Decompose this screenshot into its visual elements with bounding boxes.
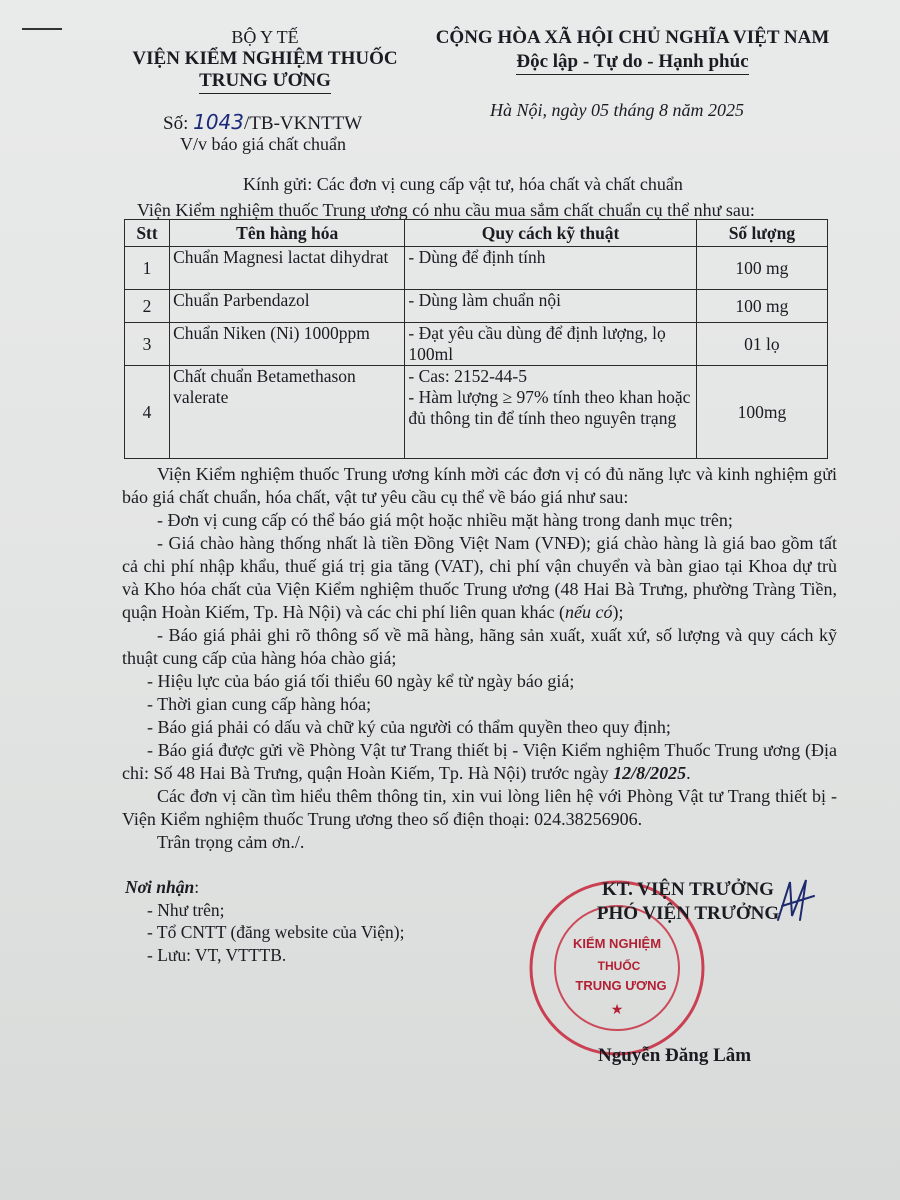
cell-qty: 100mg [696,366,827,459]
recipients-title: Nơi nhận [125,877,195,897]
cell-spec [405,366,696,459]
stamp-text-line1: KIỂM NGHIỆM [572,936,662,951]
col-header-stt: Stt [125,220,170,247]
institute-name-line2: TRUNG ƯƠNG [199,70,331,94]
cell-stt: 3 [125,323,170,366]
recipients-colon: : [194,877,200,897]
table-header-row [125,220,828,247]
stamp-star: ★ [610,1003,624,1018]
requirement-note: nếu có [565,602,613,622]
cell-name: Chuẩn Magnesi lactat dihydrat [170,247,405,290]
deadline-date: 12/8/2025 [613,763,687,783]
ministry-name: BỘ Y TẾ [231,27,299,47]
institute-name-line1: VIỆN KIỂM NGHIỆM THUỐC [132,48,398,69]
items-table [124,219,828,459]
signer-name: Nguyễn Đăng Lâm [598,1045,752,1066]
requirement-item: - Hiệu lực của báo giá tối thiểu 60 ngày kể từ ngày báo giá; [147,671,575,691]
signature-title [583,878,793,926]
requirement-item: - Thời gian cung cấp hàng hóa; [147,694,372,714]
cell-name: Chất chuẩn Betamethason valerate [170,366,405,459]
col-header-spec: Quy cách kỹ thuật [405,220,696,247]
cell-spec: - Dùng để định tính [405,247,696,290]
handwritten-signature [770,876,820,926]
doc-no-prefix: Số: [163,113,189,134]
national-motto: Độc lập - Tự do - Hạnh phúc [516,50,748,75]
signature-stroke [778,880,814,920]
salutation: Kính gửi: Các đơn vị cung cấp vật tư, hóa chất và chất chuẩn [243,174,683,194]
requirement-text: - Báo giá được gửi về Phòng Vật tư Trang thiết bị - Viện Kiểm nghiệm Thuốc Trung ương (Địa chỉ: Số 48 Hai Bà Trưng, quận Hoàn Kiếm, Tp. Hà Nội) trước ngày [122,740,837,783]
col-header-qty: Số lượng [696,220,827,247]
stamp-text-line3: TRUNG ƯƠNG [575,978,667,993]
spec-cas: - Cas: 2152-44-5 [408,366,527,386]
col-header-name: Tên hàng hóa [170,220,405,247]
intro-text: Viện Kiểm nghiệm thuốc Trung ương có nhu cầu mua sắm chất chuẩn cụ thể như sau: [137,200,755,220]
spec-content: - Hàm lượng ≥ 97% tính theo khan hoặc đủ thông tin để tính theo nguyên trạng [408,387,691,428]
document-number [163,110,362,135]
stamp-text-line2: THUỐC [597,959,641,973]
requirement-end: . [686,763,691,783]
requirement-item: - Đơn vị cung cấp có thể báo giá một hoặc nhiều mặt hàng trong danh mục trên; [157,510,733,530]
table-row [125,323,828,366]
body-text [122,463,837,854]
requirement-item [122,739,837,785]
recipients-block [125,876,405,966]
recipient-item: - Lưu: VT, VTTTB. [147,944,287,965]
cell-stt: 2 [125,290,170,323]
table-row [125,366,828,459]
document-subject: V/v báo giá chất chuẩn [180,134,346,154]
closing-text: Trân trọng cảm ơn./. [157,832,305,852]
requirement-item: - Báo giá phải có dấu và chữ ký của người có thẩm quyền theo quy định; [147,717,671,737]
recipient-item: - Như trên; [147,899,225,920]
signature-line2: PHÓ VIỆN TRƯỞNG [596,903,780,924]
doc-no-suffix: /TB-VKNTTW [244,113,363,134]
recipient-item: - Tổ CNTT (đăng website của Viện); [147,922,405,942]
cell-spec: - Dùng làm chuẩn nội [405,290,696,323]
document-date: Hà Nội, ngày 05 tháng 8 năm 2025 [490,100,744,120]
table-row [125,290,828,323]
issuer-header [110,26,420,94]
requirement-item: - Báo giá phải ghi rõ thông số về mã hàng, hãng sản xuất, xuất xứ, số lượng và quy cách kỹ thuật cung cấp của hàng hóa chào giá; [122,625,837,668]
country-name: CỘNG HÒA XÃ HỘI CHỦ NGHĨA VIỆT NAM [435,27,830,48]
cell-spec: - Đạt yêu cầu dùng để định lượng, lọ 100ml [405,323,696,366]
cell-name: Chuẩn Parbendazol [170,290,405,323]
signature-line1: KT. VIỆN TRƯỞNG [602,879,774,900]
doc-no-handwritten: 1043 [193,110,245,134]
table-row [125,247,828,290]
margin-mark [22,28,62,30]
national-header [410,26,855,75]
contact-paragraph: Các đơn vị cần tìm hiểu thêm thông tin, xin vui lòng liên hệ với Phòng Vật tư Trang thiết bị - Viện Kiểm nghiệm thuốc Trung ương theo số điện thoại: 024.38256906. [122,786,837,829]
cell-stt: 4 [125,366,170,459]
cell-qty: 100 mg [696,290,827,323]
body-paragraph: Viện Kiểm nghiệm thuốc Trung ương kính mời các đơn vị có đủ năng lực và kinh nghiệm gửi báo giá chất chuẩn, hóa chất, vật tư yêu cầu cụ thể về báo giá như sau: [122,464,837,507]
requirement-end: ); [612,602,624,622]
cell-name: Chuẩn Niken (Ni) 1000ppm [170,323,405,366]
requirement-item [122,532,837,624]
cell-qty: 01 lọ [696,323,827,366]
cell-qty: 100 mg [696,247,827,290]
cell-stt: 1 [125,247,170,290]
requirement-text: - Giá chào hàng thống nhất là tiền Đồng Việt Nam (VNĐ); giá chào hàng là giá bao gồm tất cả chi phí nhập khẩu, thuế giá trị gia tăng (VAT), chi phí vận chuyển và bàn giao tại Khoa dự trù và Kho hóa chất của Viện Kiểm nghiệm thuốc Trung ương (48 Hai Bà Trưng, phường Tràng Tiền, quận Hoàn Kiếm, Tp. Hà Nội) và các chi phí liên quan khác ( [122,533,837,622]
